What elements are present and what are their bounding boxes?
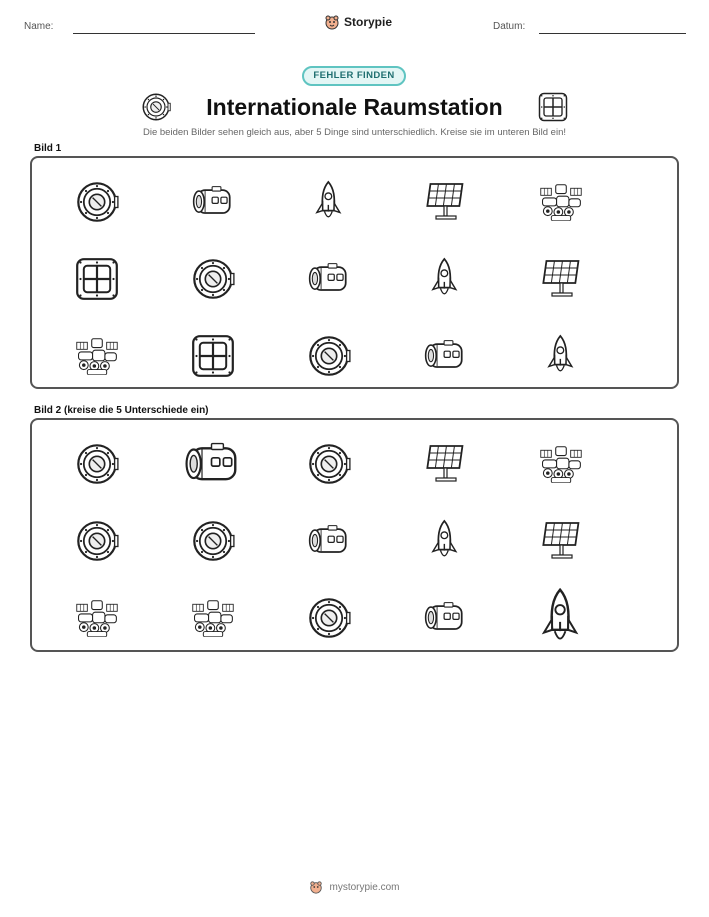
date-label: Datum: xyxy=(493,21,526,32)
storypie-mascot-icon xyxy=(309,880,323,894)
brand-name: Storypie xyxy=(344,15,393,29)
rocket-icon xyxy=(546,334,575,378)
solar-panel-icon[interactable] xyxy=(423,442,467,486)
name-field[interactable] xyxy=(73,33,255,34)
module-icon xyxy=(191,184,235,219)
porthole-icon xyxy=(307,334,351,378)
station-cluster-icon[interactable] xyxy=(75,599,119,638)
footer-url: mystorypie.com xyxy=(329,881,400,893)
porthole-icon[interactable] xyxy=(191,519,235,563)
activity-badge: FEHLER FINDEN xyxy=(302,66,406,86)
rocket-icon xyxy=(314,180,343,224)
module-icon xyxy=(307,261,351,296)
square-window-icon xyxy=(191,334,235,378)
station-cluster-icon[interactable] xyxy=(191,599,235,638)
module-icon[interactable] xyxy=(183,440,242,488)
picture2-panel[interactable] xyxy=(30,418,679,652)
module-icon[interactable] xyxy=(307,523,351,558)
porthole-icon xyxy=(191,257,235,301)
solar-panel-icon xyxy=(423,180,467,224)
porthole-icon[interactable] xyxy=(75,519,119,563)
porthole-icon[interactable] xyxy=(307,442,351,486)
rocket-icon[interactable] xyxy=(430,519,459,563)
module-icon[interactable] xyxy=(423,600,467,635)
footer xyxy=(0,880,709,894)
picture1-panel xyxy=(30,156,679,389)
station-cluster-icon xyxy=(539,183,583,222)
station-cluster-icon[interactable] xyxy=(539,445,583,484)
page-title: Internationale Raumstation xyxy=(206,94,503,120)
storypie-mascot-icon xyxy=(324,14,340,30)
solar-panel-icon xyxy=(539,257,583,301)
square-window-icon xyxy=(75,257,119,301)
porthole-icon[interactable] xyxy=(307,596,351,640)
porthole-icon xyxy=(75,180,119,224)
module-icon xyxy=(423,338,467,373)
brand-logo xyxy=(324,13,392,31)
solar-panel-icon[interactable] xyxy=(539,519,583,563)
square-window-icon xyxy=(538,92,568,127)
picture2-label: Bild 2 (kreise die 5 Unterschiede ein) xyxy=(34,405,209,416)
title-row xyxy=(0,92,709,122)
rocket-icon[interactable] xyxy=(540,587,580,649)
date-field[interactable] xyxy=(539,33,686,34)
station-cluster-icon xyxy=(75,337,119,376)
picture1-label: Bild 1 xyxy=(34,143,62,154)
worksheet-header xyxy=(0,0,709,50)
porthole-icon[interactable] xyxy=(75,442,119,486)
instructions: Die beiden Bilder sehen gleich aus, aber 5 Dinge sind unterschiedlich. Kreise sie im unteren Bild ein! xyxy=(143,127,566,138)
name-label: Name: xyxy=(24,21,54,32)
rocket-icon xyxy=(430,257,459,301)
